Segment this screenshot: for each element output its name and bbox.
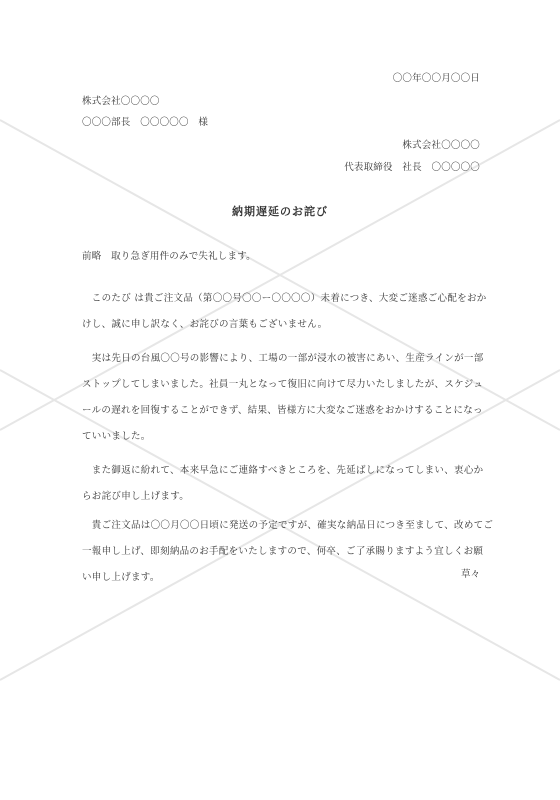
- paragraph-3: [82, 458, 482, 510]
- paragraph-2: [82, 346, 482, 450]
- opening-line: 前略 取り急ぎ用件のみで失礼します。: [82, 251, 256, 262]
- paragraph-line: 貴ご注文品は〇〇月〇〇日頃に発送の予定ですが、確実な納品日につき至まして、改めてご: [82, 520, 494, 531]
- paragraph-line: このたび は貴ご注文品（第〇〇号〇〇ー〇〇〇〇）未着につき、大変ご迷惑ご心配をおか: [82, 293, 487, 304]
- paragraph-line: らお詫び申し上げます。: [82, 491, 190, 502]
- paragraph-line: また御返に紛れて、本来早急にご連絡すべきところを、先延ばしになってしまい、衷心か: [82, 465, 484, 476]
- paragraph-line: 一報申し上げ、即刻納品のお手配をいたしますので、何卒、ご了承賜りますよう宜しくお願: [82, 546, 484, 557]
- sender-person: 代表取締役 社長 〇〇〇〇〇: [344, 162, 480, 173]
- recipient-person: 〇〇〇部長 〇〇〇〇〇 様: [82, 117, 209, 128]
- paragraph-line: 実は先日の台風〇〇号の影響により、工場の一部が浸水の被害にあい、生産ラインが一部: [82, 353, 484, 364]
- paragraph-line: ールの遅れを回復することができず、結果、皆様方に大変なご迷惑をおかけすることになっ: [82, 405, 483, 416]
- paragraph-4: [82, 513, 494, 591]
- paragraph-line: ストップしてしまいました。社員一丸となって復旧に向けて尽力いたしましたが、スケジュ: [82, 379, 484, 390]
- date: 〇〇年〇〇月〇〇日: [392, 73, 480, 84]
- paragraph-line: い申し上げます。: [82, 572, 160, 583]
- sender-company: 株式会社〇〇〇〇: [402, 140, 480, 151]
- paragraph-line: ていいました。: [82, 431, 151, 442]
- paragraph-line: けし、誠に申し訳なく、お詫びの言葉もございません。: [82, 319, 328, 330]
- closing-word: 草々: [460, 569, 480, 580]
- document-title: 納期遅延のお詫び: [232, 205, 328, 218]
- recipient-company: 株式会社〇〇〇〇: [82, 96, 160, 107]
- paragraph-1: [82, 286, 487, 338]
